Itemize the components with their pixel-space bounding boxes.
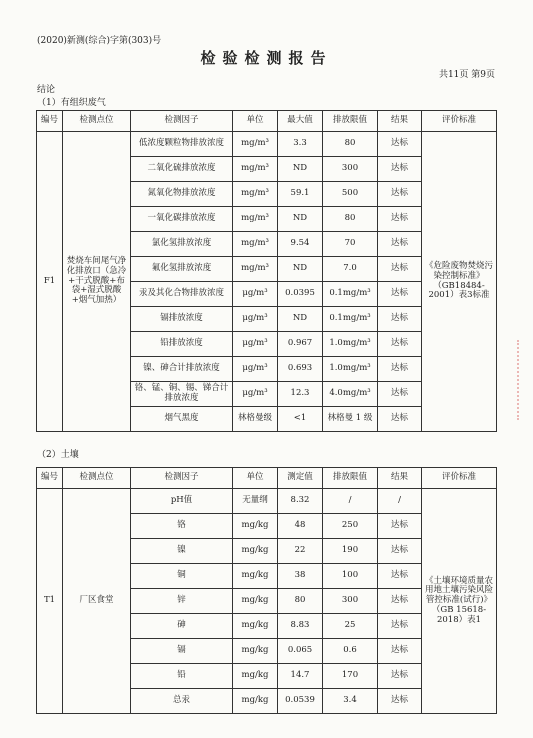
test-factor: 氮氧化物排放浓度: [131, 182, 233, 207]
measured-value: 59.1: [278, 182, 323, 207]
test-factor: 铅排放浓度: [131, 332, 233, 357]
test-factor: 镍: [131, 539, 233, 564]
limit-value: 70: [323, 232, 378, 257]
unit: μg/m³: [233, 357, 278, 382]
result: 达标: [378, 407, 422, 432]
result: 达标: [378, 207, 422, 232]
header-cell: 评价标准: [422, 111, 497, 132]
test-factor: pH值: [131, 489, 233, 514]
limit-value: 170: [323, 664, 378, 689]
section2-label: （2）土壤: [37, 450, 79, 460]
unit: mg/m³: [233, 157, 278, 182]
seal-stamp-edge: [517, 340, 533, 420]
unit: 林格曼级: [233, 407, 278, 432]
limit-value: 500: [323, 182, 378, 207]
unit: mg/kg: [233, 689, 278, 714]
result: 达标: [378, 282, 422, 307]
unit: mg/m³: [233, 182, 278, 207]
result: 达标: [378, 257, 422, 282]
result: 达标: [378, 157, 422, 182]
unit: mg/kg: [233, 564, 278, 589]
sample-id: F1: [37, 132, 63, 432]
measured-value: 0.0539: [278, 689, 323, 714]
limit-value: 80: [323, 207, 378, 232]
header-cell: 评价标准: [422, 468, 497, 489]
test-factor: 镉: [131, 639, 233, 664]
page-info: 共11页 第9页: [438, 70, 495, 80]
limit-value: 7.0: [323, 257, 378, 282]
test-factor: 氯化氢排放浓度: [131, 232, 233, 257]
header-cell: 结果: [378, 111, 422, 132]
result: 达标: [378, 514, 422, 539]
measured-value: 3.3: [278, 132, 323, 157]
measured-value: 0.967: [278, 332, 323, 357]
unit: mg/kg: [233, 539, 278, 564]
header-cell: 结果: [378, 468, 422, 489]
soil-table-body: [37, 489, 497, 714]
result: 达标: [378, 332, 422, 357]
unit: μg/m³: [233, 332, 278, 357]
measured-value: 80: [278, 589, 323, 614]
test-factor: 铬: [131, 514, 233, 539]
result: 达标: [378, 564, 422, 589]
unit: mg/m³: [233, 207, 278, 232]
conclusion-label: 结论: [37, 85, 56, 95]
result: 达标: [378, 539, 422, 564]
measured-value: ND: [278, 307, 323, 332]
test-factor: 砷: [131, 614, 233, 639]
header-cell: 检测因子: [131, 111, 233, 132]
limit-value: 4.0mg/m³: [323, 382, 378, 407]
test-factor: 汞及其化合物排放浓度: [131, 282, 233, 307]
table-header-row: [37, 468, 497, 489]
limit-value: 80: [323, 132, 378, 157]
report-title: 检验检测报告: [200, 49, 333, 67]
document-number: (2020)新测(综合)字第(303)号: [37, 36, 162, 46]
test-factor: 镉排放浓度: [131, 307, 233, 332]
section1-label: （1）有组织废气: [37, 98, 106, 108]
unit: mg/kg: [233, 639, 278, 664]
limit-value: 250: [323, 514, 378, 539]
limit-value: 300: [323, 589, 378, 614]
soil-table: [36, 467, 497, 714]
measured-value: 22: [278, 539, 323, 564]
measured-value: 38: [278, 564, 323, 589]
header-cell: 单位: [233, 468, 278, 489]
header-cell: 最大值: [278, 111, 323, 132]
test-factor: 铬、锰、铜、锡、锑合计排放浓度: [131, 382, 233, 407]
unit: mg/m³: [233, 232, 278, 257]
result: 达标: [378, 357, 422, 382]
limit-value: 1.0mg/m³: [323, 332, 378, 357]
limit-value: 100: [323, 564, 378, 589]
header-cell: 排放限值: [323, 111, 378, 132]
unit: μg/m³: [233, 382, 278, 407]
unit: mg/kg: [233, 589, 278, 614]
header-cell: 单位: [233, 111, 278, 132]
unit: μg/m³: [233, 307, 278, 332]
unit: mg/m³: [233, 257, 278, 282]
header-cell: 排放限值: [323, 468, 378, 489]
unit: mg/kg: [233, 614, 278, 639]
header-cell: 检测因子: [131, 468, 233, 489]
header-cell: 测定值: [278, 468, 323, 489]
test-factor: 一氧化碳排放浓度: [131, 207, 233, 232]
header-cell: 编号: [37, 468, 63, 489]
header-cell: 检测点位: [63, 468, 131, 489]
measured-value: ND: [278, 207, 323, 232]
table-row: [37, 132, 497, 157]
test-factor: 铜: [131, 564, 233, 589]
exhaust-gas-table-body: [37, 132, 497, 432]
measured-value: 9.54: [278, 232, 323, 257]
result: 达标: [378, 639, 422, 664]
result: /: [378, 489, 422, 514]
unit: mg/kg: [233, 514, 278, 539]
test-factor: 烟气黑度: [131, 407, 233, 432]
test-factor: 氟化氢排放浓度: [131, 257, 233, 282]
evaluation-standard: 《危险废物焚烧污染控制标准》（GB18484-2001）表3标准: [422, 132, 497, 432]
measured-value: ND: [278, 257, 323, 282]
sample-id: T1: [37, 489, 63, 714]
unit: mg/m³: [233, 132, 278, 157]
limit-value: 1.0mg/m³: [323, 357, 378, 382]
test-factor: 镍、砷合计排放浓度: [131, 357, 233, 382]
evaluation-standard: 《土壤环境质量农用地土壤污染风险管控标准(试行)》（GB 15618-2018）表1: [422, 489, 497, 714]
limit-value: 3.4: [323, 689, 378, 714]
result: 达标: [378, 689, 422, 714]
measured-value: 8.32: [278, 489, 323, 514]
measured-value: 0.065: [278, 639, 323, 664]
unit: μg/m³: [233, 282, 278, 307]
measured-value: ND: [278, 157, 323, 182]
result: 达标: [378, 307, 422, 332]
unit: mg/kg: [233, 664, 278, 689]
measured-value: 8.83: [278, 614, 323, 639]
test-factor: 二氧化硫排放浓度: [131, 157, 233, 182]
sampling-location: 厂区食堂: [63, 489, 131, 714]
limit-value: 190: [323, 539, 378, 564]
result: 达标: [378, 182, 422, 207]
measured-value: 12.3: [278, 382, 323, 407]
unit: 无量纲: [233, 489, 278, 514]
result: 达标: [378, 132, 422, 157]
limit-value: /: [323, 489, 378, 514]
limit-value: 25: [323, 614, 378, 639]
test-factor: 铅: [131, 664, 233, 689]
test-factor: 锌: [131, 589, 233, 614]
result: 达标: [378, 614, 422, 639]
table-row: [37, 489, 497, 514]
limit-value: 林格曼 1 级: [323, 407, 378, 432]
test-factor: 低浓度颗粒物排放浓度: [131, 132, 233, 157]
limit-value: 300: [323, 157, 378, 182]
result: 达标: [378, 382, 422, 407]
sampling-location: 焚烧车间尾气净化排放口（急冷+干式脱酸+布袋+湿式脱酸+烟气加热）: [63, 132, 131, 432]
measured-value: 0.693: [278, 357, 323, 382]
limit-value: 0.6: [323, 639, 378, 664]
exhaust-gas-table: [36, 110, 497, 432]
measured-value: 14.7: [278, 664, 323, 689]
result: 达标: [378, 664, 422, 689]
limit-value: 0.1mg/m³: [323, 282, 378, 307]
table-header-row: [37, 111, 497, 132]
test-factor: 总汞: [131, 689, 233, 714]
result: 达标: [378, 589, 422, 614]
limit-value: 0.1mg/m³: [323, 307, 378, 332]
result: 达标: [378, 232, 422, 257]
measured-value: 0.0395: [278, 282, 323, 307]
measured-value: <1: [278, 407, 323, 432]
header-cell: 检测点位: [63, 111, 131, 132]
measured-value: 48: [278, 514, 323, 539]
header-cell: 编号: [37, 111, 63, 132]
